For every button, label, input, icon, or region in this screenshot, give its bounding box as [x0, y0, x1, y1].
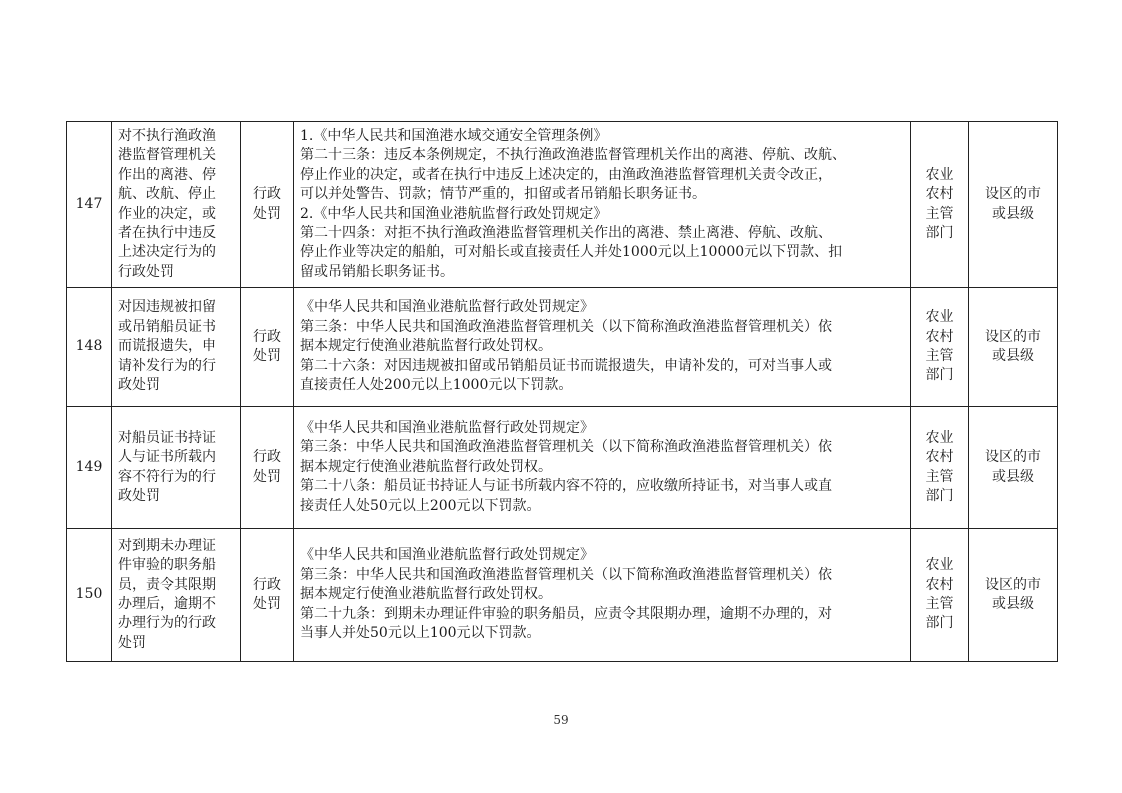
table-row: [67, 122, 1058, 288]
responsible-department-line: 农业: [925, 429, 954, 446]
legal-basis-line: 第二十九条：到期未办理证件审验的职务船员，应责令其限期办理，逾期不办理的，对: [300, 605, 832, 622]
legal-basis-line: 留或吊销船长职务证书。: [300, 263, 454, 280]
penalty-type-line: 处罚: [253, 596, 281, 612]
legal-basis-line: 据本规定行使渔业港航监督行政处罚权。: [300, 338, 552, 355]
penalty-item-line: 对到期未办理证: [118, 537, 216, 554]
responsible-department: [911, 122, 969, 288]
penalty-item-line: 对不执行渔政渔: [118, 127, 216, 144]
legal-basis-line: 第二十六条：对因违规被扣留或吊销船员证书而谎报遗失，申请补发的，可对当事人或: [300, 357, 832, 374]
legal-basis-line: 2.《中华人民共和国渔业港航监督行政处罚规定》: [300, 205, 608, 222]
responsible-department-line: 部门: [925, 615, 954, 632]
responsible-department-line: 农业: [925, 557, 954, 574]
legal-basis-line: 据本规定行使渔业港航监督行政处罚权。: [300, 458, 552, 475]
legal-basis-line: 1.《中华人民共和国渔港水域交通安全管理条例》: [300, 127, 608, 144]
penalty-item: [112, 529, 241, 662]
responsible-department-line: 农村: [925, 576, 954, 593]
responsible-department: [911, 288, 969, 407]
responsible-department-line: 主管: [925, 348, 954, 364]
responsible-department-line: 主管: [925, 468, 954, 485]
penalty-item-line: 处罚: [118, 634, 146, 651]
penalty-type-line: 处罚: [253, 348, 281, 364]
penalty-type: [241, 122, 294, 288]
legal-basis-line: 第二十四条：对拒不执行渔政渔港监督管理机关作出的离港、禁止离港、停航、改航、: [300, 224, 832, 241]
jurisdiction-level-line: 设区的市: [985, 576, 1041, 593]
legal-basis: [294, 529, 911, 662]
penalty-item-line: 办理行为的行政: [118, 615, 216, 632]
jurisdiction-level: [969, 122, 1058, 288]
penalty-item-line: 行政处罚: [118, 263, 174, 280]
penalty-item-line: 者在执行中违反: [118, 224, 216, 241]
penalty-type: [241, 529, 294, 662]
responsible-department-line: 主管: [925, 205, 954, 222]
penalty-item-line: 政处罚: [118, 377, 160, 394]
row-number: 150: [67, 529, 112, 662]
jurisdiction-level-line: 或县级: [992, 348, 1034, 364]
penalty-item-line: 人与证书所载内: [118, 449, 216, 466]
responsible-department-line: 农业: [925, 166, 954, 183]
legal-basis-line: 第二十八条：船员证书持证人与证书所载内容不符的，应收缴所持证书，对当事人或直: [300, 478, 832, 495]
legal-basis-line: 当事人并处50元以上100元以下罚款。: [300, 625, 541, 642]
penalty-item-line: 件审验的职务船: [118, 557, 216, 574]
jurisdiction-level: [969, 529, 1058, 662]
penalty-item-line: 容不符行为的行: [118, 468, 216, 485]
penalty-item-line: 上述决定行为的: [118, 244, 216, 261]
penalty-type-line: 行政: [253, 449, 281, 466]
penalty-item-line: 政处罚: [118, 487, 160, 504]
jurisdiction-level-line: 或县级: [992, 205, 1034, 222]
row-number: 147: [67, 122, 112, 288]
penalty-item-line: 或吊销船员证书: [118, 318, 216, 335]
legal-basis-line: 可以并处警告、罚款；情节严重的，扣留或者吊销船长职务证书。: [300, 186, 706, 203]
jurisdiction-level-line: 或县级: [992, 468, 1034, 485]
responsible-department: [911, 407, 969, 529]
table-row: [67, 407, 1058, 529]
jurisdiction-level-line: 设区的市: [985, 328, 1041, 345]
penalty-item-line: 作出的离港、停: [118, 166, 216, 183]
responsible-department-line: 农业: [925, 309, 954, 326]
legal-basis-line: 《中华人民共和国渔业港航监督行政处罚规定》: [300, 419, 594, 436]
penalty-type: [241, 288, 294, 407]
penalty-type-line: 处罚: [253, 468, 281, 485]
legal-basis-line: 《中华人民共和国渔业港航监督行政处罚规定》: [300, 547, 594, 564]
penalty-type-line: 行政: [253, 576, 281, 593]
legal-basis: [294, 407, 911, 529]
jurisdiction-level-line: 或县级: [992, 596, 1034, 612]
row-number: 148: [67, 288, 112, 407]
penalty-type: [241, 407, 294, 529]
legal-basis-line: 《中华人民共和国渔业港航监督行政处罚规定》: [300, 299, 594, 316]
legal-basis-line: 第三条：中华人民共和国渔政渔港监督管理机关（以下简称渔政渔港监督管理机关）依: [300, 318, 832, 335]
row-number: 149: [67, 407, 112, 529]
legal-basis: [294, 288, 911, 407]
legal-basis-line: 据本规定行使渔业港航监督行政处罚权。: [300, 586, 552, 603]
jurisdiction-level: [969, 407, 1058, 529]
penalty-item-line: 对船员证书持证: [118, 429, 216, 446]
responsible-department-line: 农村: [925, 328, 954, 345]
jurisdiction-level-line: 设区的市: [985, 186, 1041, 203]
table-row: [67, 288, 1058, 407]
legal-basis-line: 第三条：中华人民共和国渔政渔港监督管理机关（以下简称渔政渔港监督管理机关）依: [300, 566, 832, 583]
jurisdiction-level: [969, 288, 1058, 407]
penalty-type-line: 行政: [253, 328, 281, 345]
jurisdiction-level-line: 设区的市: [985, 449, 1041, 466]
penalty-item-line: 而谎报遗失，申: [118, 338, 216, 355]
responsible-department-line: 部门: [925, 487, 954, 504]
penalty-item-line: 航、改航、停止: [118, 186, 216, 203]
page-number: 59: [553, 713, 569, 727]
penalty-type-line: 处罚: [253, 205, 281, 222]
penalty-table: [66, 121, 1058, 662]
responsible-department-line: 主管: [925, 596, 954, 612]
legal-basis-line: 第二十三条：违反本条例规定，不执行渔政渔港监督管理机关作出的离港、停航、改航、: [300, 147, 846, 164]
penalty-item: [112, 407, 241, 529]
table-row: [67, 529, 1058, 662]
penalty-item: [112, 122, 241, 288]
legal-basis-line: 第三条：中华人民共和国渔政渔港监督管理机关（以下简称渔政渔港监督管理机关）依: [300, 439, 832, 456]
penalty-item-line: 请补发行为的行: [118, 357, 216, 374]
penalty-item: [112, 288, 241, 407]
penalty-type-line: 行政: [253, 186, 281, 203]
legal-basis-line: 接责任人处50元以上200元以下罚款。: [300, 497, 541, 514]
legal-basis-line: 直接责任人处200元以上1000元以下罚款。: [300, 377, 573, 394]
legal-basis: [294, 122, 911, 288]
penalty-item-line: 对因违规被扣留: [118, 299, 216, 316]
responsible-department-line: 农村: [925, 186, 954, 203]
penalty-item-line: 作业的决定，或: [118, 205, 216, 222]
penalty-item-line: 办理后，逾期不: [118, 596, 216, 612]
legal-basis-line: 停止作业等决定的船舶，可对船长或直接责任人并处1000元以上10000元以下罚款、扣: [300, 244, 843, 261]
responsible-department-line: 部门: [925, 367, 954, 384]
legal-basis-line: 停止作业的决定，或者在执行中违反上述决定的，由渔政渔港监督管理机关责令改正，: [300, 166, 832, 183]
responsible-department-line: 农村: [925, 449, 954, 466]
penalty-item-line: 员，责令其限期: [118, 576, 216, 593]
table-body: [67, 122, 1058, 662]
penalty-item-line: 港监督管理机关: [118, 147, 216, 164]
responsible-department-line: 部门: [925, 224, 954, 241]
responsible-department: [911, 529, 969, 662]
